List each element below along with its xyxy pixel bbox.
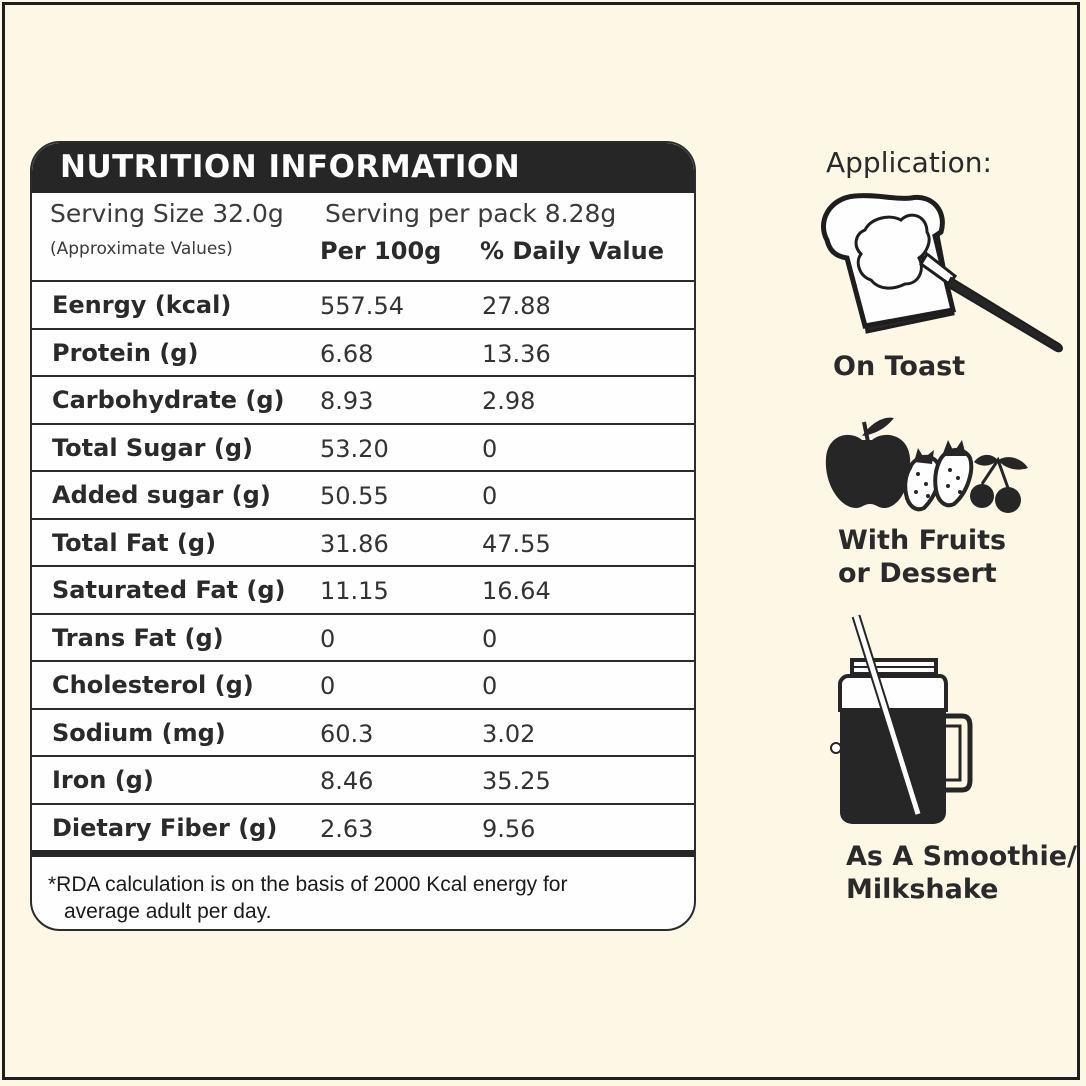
daily-value: 2.98 — [482, 387, 536, 415]
daily-value: 3.02 — [482, 719, 536, 748]
nutrient-name: Saturated Fat (g) — [52, 576, 286, 604]
nutrient-name: Added sugar (g) — [52, 481, 271, 509]
nutrient-name: Sodium (mg) — [52, 718, 226, 747]
fruits-icon — [822, 412, 1032, 517]
nutrient-name: Trans Fat (g) — [52, 623, 224, 652]
daily-value: 0 — [482, 624, 498, 653]
per-100g-value: 0 — [320, 624, 336, 653]
rda-footnote — [48, 871, 688, 925]
per-100g-value: 60.3 — [320, 719, 374, 748]
jar-icon — [826, 612, 976, 832]
table-row — [32, 280, 694, 328]
per-100g-value: 11.15 — [320, 577, 389, 605]
table-row — [32, 613, 694, 661]
per-100g-value: 50.55 — [320, 482, 389, 510]
serving-per-pack: Serving per pack 8.28g — [325, 199, 617, 228]
table-row — [32, 660, 694, 708]
per-100g-value: 53.20 — [320, 434, 389, 463]
daily-value: 13.36 — [482, 339, 551, 368]
per-100g-value: 31.86 — [320, 529, 389, 558]
nutrient-name: Cholesterol (g) — [52, 671, 254, 699]
per-100g-value: 6.68 — [320, 339, 374, 368]
approximate-note: (Approximate Values) — [50, 239, 233, 259]
nutrition-panel — [30, 141, 696, 931]
nutrient-name: Iron (g) — [52, 766, 154, 794]
per-100g-value: 8.93 — [320, 387, 374, 415]
daily-value: 0 — [482, 434, 498, 463]
nutrient-name: Protein (g) — [52, 338, 199, 367]
daily-value: 16.64 — [482, 577, 551, 605]
per-100g-value: 8.46 — [320, 767, 374, 795]
label-line-2: or Dessert — [838, 558, 997, 589]
table-row — [32, 755, 694, 803]
daily-value: 9.56 — [482, 814, 536, 843]
table-row — [32, 803, 694, 851]
per-100g-value: 557.54 — [320, 292, 404, 320]
nutrition-title: NUTRITION INFORMATION — [60, 149, 521, 185]
column-header-daily-value: % Daily Value — [480, 237, 665, 265]
application-label-fruits — [838, 524, 1006, 590]
nutrient-name: Carbohydrate (g) — [52, 386, 285, 414]
table-row — [32, 565, 694, 613]
footnote-line-2: average adult per day. — [64, 900, 272, 923]
table-bottom-rule — [32, 850, 694, 857]
table-row — [32, 328, 694, 376]
toast-icon — [815, 192, 1070, 357]
application-label-smoothie — [846, 840, 1077, 906]
nutrient-name: Dietary Fiber (g) — [52, 813, 278, 842]
table-row — [32, 518, 694, 566]
serving-size: Serving Size 32.0g — [50, 199, 284, 228]
application-label-toast — [833, 350, 965, 383]
nutrient-name: Total Fat (g) — [52, 528, 217, 557]
table-row — [32, 423, 694, 471]
daily-value: 47.55 — [482, 529, 551, 558]
daily-value: 0 — [482, 482, 498, 510]
table-row — [32, 470, 694, 518]
label-line-1: On Toast — [833, 351, 966, 382]
table-row — [32, 375, 694, 423]
label-line-1: With Fruits — [838, 525, 1007, 556]
panel-header — [32, 143, 694, 193]
per-100g-value: 0 — [320, 672, 336, 700]
nutrient-name: Total Sugar (g) — [52, 433, 253, 462]
footnote-line-1: *RDA calculation is on the basis of 2000 Kcal energy for — [48, 873, 568, 896]
table-row — [32, 708, 694, 756]
label-line-2: Milkshake — [846, 874, 999, 905]
application-title: Application: — [826, 146, 992, 179]
daily-value: 35.25 — [482, 767, 551, 795]
column-header-per-100g: Per 100g — [320, 237, 442, 265]
daily-value: 27.88 — [482, 292, 551, 320]
nutrition-table — [32, 280, 694, 850]
daily-value: 0 — [482, 672, 498, 700]
nutrient-name: Eenrgy (kcal) — [52, 291, 232, 319]
label-line-1: As A Smoothie/ — [846, 841, 1077, 872]
per-100g-value: 2.63 — [320, 814, 374, 843]
